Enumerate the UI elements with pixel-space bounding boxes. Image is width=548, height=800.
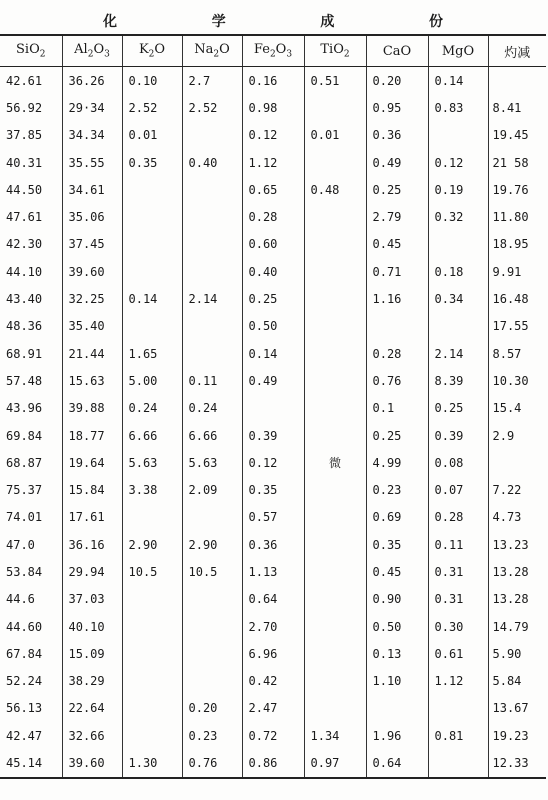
table-cell: 13.23 [492,537,529,552]
table-cell: 45.14 [0,749,62,777]
table-row [0,640,546,667]
column-header-text: CaO [382,43,412,59]
column-header-subscript: 2 [39,49,46,60]
table-cell: 44.6 [0,586,62,613]
table-cell [304,313,366,340]
table-cell: 56.13 [0,695,62,722]
column-header [488,35,546,67]
table-cell: 56.92 [0,94,62,121]
table-row [0,176,546,203]
table-cell [122,313,182,340]
table-cell: 0.31 [428,558,488,585]
table-cell [182,258,242,285]
table-cell [304,558,366,585]
table-cell: 32.66 [62,722,122,749]
table-cell: 2.90 [182,531,242,558]
table-cell: 0.61 [428,640,488,667]
table-cell [182,668,242,695]
table-cell: 2.79 [366,203,428,230]
table-cell: 5.90 [492,646,522,661]
column-header-text: MgO [441,43,475,59]
table-row [0,367,546,394]
column-header-text: 灼减 [504,45,531,61]
table-cell: 0.60 [242,231,304,258]
table-cell: 1.12 [428,668,488,695]
table-cell: 36.16 [62,531,122,558]
table-cell: 8.39 [428,367,488,394]
table-cell: 0.72 [242,722,304,749]
table-cell: 47.61 [0,203,62,230]
table-cell: 0.49 [242,367,304,394]
table-cell [182,203,242,230]
table-cell: 0.35 [122,149,182,176]
table-cell [182,231,242,258]
table-row [0,531,546,558]
column-header [122,35,182,67]
table-row [0,695,546,722]
table-cell: 0.25 [428,395,488,422]
table-cell [488,449,546,476]
table-cell: 0.12 [242,122,304,149]
column-header-subscript: 3 [104,49,110,60]
table-cell [428,749,488,777]
table-cell: 2.7 [182,67,242,95]
table-cell: 0.76 [182,749,242,777]
table-cell [304,340,366,367]
table-cell: 0.83 [428,94,488,121]
column-header-text: Al [74,42,88,58]
table-cell: 35.55 [62,149,122,176]
table-cell: 69.84 [0,422,62,449]
table-cell: 17.55 [492,319,529,334]
column-header [428,35,488,67]
table-cell: 0.86 [242,749,304,777]
column-header [242,35,304,67]
table-cell: 1.65 [122,340,182,367]
table-cell: 0.10 [122,67,182,95]
table-cell: 40.31 [0,149,62,176]
table-cell [304,149,366,176]
table-cell: 19.23 [492,728,529,743]
table-cell [182,122,242,149]
table-cell: 42.47 [0,722,62,749]
table-row [0,504,546,531]
table-cell: 2.47 [242,695,304,722]
table-cell: 74.01 [0,504,62,531]
table-cell: 微 [304,449,366,476]
table-cell: 0.23 [366,476,428,503]
column-header-text: TiO [320,42,344,58]
table-cell [428,122,488,149]
table-cell: 1.16 [366,285,428,312]
table-cell: 1.96 [366,722,428,749]
table-row [0,285,546,312]
table-cell [182,340,242,367]
table-cell [122,203,182,230]
table-cell: 0.11 [182,367,242,394]
table-cell: 52.24 [0,668,62,695]
table-cell: 0.18 [428,258,488,285]
table-cell: 0.50 [242,313,304,340]
table-cell: 0.23 [182,722,242,749]
table-cell: 1.30 [122,749,182,777]
table-cell: 35.40 [62,313,122,340]
table-row [0,313,546,340]
table-cell: 0.28 [428,504,488,531]
table-cell: 53.84 [0,558,62,585]
table-cell: 0.48 [304,176,366,203]
table-cell: 2.14 [428,340,488,367]
table-cell [304,586,366,613]
table-cell: 0.19 [428,176,488,203]
column-header-subscript: 2 [213,49,220,60]
table-cell [122,722,182,749]
table-cell: 0.13 [366,640,428,667]
table-cell: 0.12 [242,449,304,476]
table-cell: 9.91 [492,264,522,279]
table-cell [122,504,182,531]
table-cell [122,613,182,640]
table-cell: 7.22 [492,483,522,498]
table-cell: 0.25 [366,422,428,449]
column-header-subscript: 2 [148,49,155,60]
table-cell: 67.84 [0,640,62,667]
table-cell: 19.45 [492,128,529,143]
column-header-text: K [138,42,149,58]
table-cell: 34.61 [62,176,122,203]
table-cell [304,285,366,312]
table-cell: 0.20 [182,695,242,722]
table-cell: 17.61 [62,504,122,531]
table-cell: 8.57 [492,346,522,361]
table-cell: 0.36 [242,531,304,558]
table-cell: 2.52 [182,94,242,121]
table-row [0,422,546,449]
table-cell: 0.81 [428,722,488,749]
table-cell: 0.49 [366,149,428,176]
table-cell: 0.65 [242,176,304,203]
table-cell: 13.67 [492,701,529,716]
table-cell: 0.98 [242,94,304,121]
table-cell: 39.88 [62,395,122,422]
table-cell: 35.06 [62,203,122,230]
table-cell: 22.64 [62,695,122,722]
table-row [0,749,546,777]
table-cell: 29.94 [62,558,122,585]
table-cell [304,367,366,394]
table-cell: 2.90 [122,531,182,558]
table-row [0,668,546,695]
table-cell: 0.51 [304,67,366,95]
table-cell: 15.09 [62,640,122,667]
table-cell: 0.50 [366,613,428,640]
table-cell [366,695,428,722]
table-cell [304,231,366,258]
table-cell: 8.41 [492,100,522,115]
column-header-row [0,35,546,67]
table-cell: 36.26 [62,67,122,95]
table-cell [304,668,366,695]
table-cell: 2.52 [122,94,182,121]
table-cell: 75.37 [0,476,62,503]
table-cell [304,258,366,285]
column-header-text: O [219,42,230,58]
table-cell: 0.20 [366,67,428,95]
table-cell: 0.90 [366,586,428,613]
table-cell [304,640,366,667]
table-cell: 15.63 [62,367,122,394]
table-row [0,722,546,749]
table-cell: 0.07 [428,476,488,503]
table-cell: 0.25 [366,176,428,203]
table-cell: 13.28 [492,592,529,607]
table-cell [304,203,366,230]
column-header [0,35,62,67]
table-cell [122,695,182,722]
table-cell: 47.0 [0,531,62,558]
table-cell: 0.1 [366,395,428,422]
table-cell: 13.28 [492,564,529,579]
column-header-subscript: 3 [286,49,293,60]
table-title-cell [0,8,546,35]
table-cell: 10.5 [122,558,182,585]
table-cell: 2.70 [242,613,304,640]
table-cell: 4.99 [366,449,428,476]
table-row [0,395,546,422]
table-cell: 0.24 [182,395,242,422]
table-cell: 32.25 [62,285,122,312]
table-row [0,94,546,121]
table-cell: 37.03 [62,586,122,613]
table-cell: 0.14 [242,340,304,367]
table-title-row [0,8,546,35]
column-header [62,35,122,67]
table-cell [428,313,488,340]
table-cell [304,94,366,121]
table-cell [428,695,488,722]
table-cell: 0.42 [242,668,304,695]
table-cell: 29·34 [62,94,122,121]
table-cell [182,504,242,531]
table-row [0,586,546,613]
table-cell: 18.77 [62,422,122,449]
table-cell: 43.40 [0,285,62,312]
table-cell: 38.29 [62,668,122,695]
table-cell: 0.34 [428,285,488,312]
table-row [0,340,546,367]
table-cell [122,176,182,203]
table-cell: 0.12 [428,149,488,176]
table-cell: 0.30 [428,613,488,640]
table-cell [122,231,182,258]
column-header [182,35,242,67]
chemical-composition-table [0,8,546,779]
table-cell: 11.80 [492,210,529,225]
table-cell: 1.34 [304,722,366,749]
table-cell: 0.39 [242,422,304,449]
table-title: 化 学 成 份 [103,14,444,30]
table-cell: 21 58 [492,155,529,170]
table-row [0,558,546,585]
table-cell [182,613,242,640]
table-cell [304,395,366,422]
table-cell: 0.16 [242,67,304,95]
table-cell [304,476,366,503]
table-row [0,67,546,95]
table-row [0,203,546,230]
table-row [0,231,546,258]
table-cell: 6.66 [182,422,242,449]
table-row [0,149,546,176]
table-cell: 16.48 [492,292,529,307]
table-cell: 21.44 [62,340,122,367]
table-cell: 2.09 [182,476,242,503]
table-cell: 2.14 [182,285,242,312]
table-cell: 0.32 [428,203,488,230]
table-cell: 1.12 [242,149,304,176]
table-cell: 0.95 [366,94,428,121]
table-cell: 19.64 [62,449,122,476]
column-header-text: Na [194,42,214,58]
table-cell: 68.87 [0,449,62,476]
table-cell: 0.11 [428,531,488,558]
column-header-subscript: 2 [87,49,94,60]
table-cell [366,313,428,340]
table-row [0,613,546,640]
table-cell: 4.73 [492,510,522,525]
table-cell: 0.57 [242,504,304,531]
column-header-text: O [154,42,166,58]
column-header-subscript: 2 [343,49,350,60]
table-cell [182,313,242,340]
table-cell: 0.31 [428,586,488,613]
column-header-subscript: 2 [269,49,276,60]
table-cell: 1.10 [366,668,428,695]
table-cell: 10.30 [492,373,529,388]
table-cell: 37.85 [0,122,62,149]
column-header-text: O [275,42,287,58]
table-cell [122,668,182,695]
table-cell: 43.96 [0,395,62,422]
table-cell: 48.36 [0,313,62,340]
column-header-text: Fe [253,42,270,58]
table-cell: 42.61 [0,67,62,95]
table-cell: 0.01 [122,122,182,149]
table-row [0,449,546,476]
table-cell: 19.76 [492,182,529,197]
table-cell: 68.91 [0,340,62,367]
column-header-text: SiO [16,42,40,58]
table-cell: 0.64 [242,586,304,613]
table-row [0,258,546,285]
table-cell: 44.50 [0,176,62,203]
table-cell: 0.24 [122,395,182,422]
table-cell: 18.95 [492,237,529,252]
table-cell: 0.35 [366,531,428,558]
table-cell: 6.96 [242,640,304,667]
table-cell [182,586,242,613]
table-cell [122,258,182,285]
table-cell: 37.45 [62,231,122,258]
table-cell: 44.60 [0,613,62,640]
table-cell: 0.28 [366,340,428,367]
table-cell: 0.97 [304,749,366,777]
table-cell [304,613,366,640]
table-cell [122,640,182,667]
table-cell: 0.45 [366,558,428,585]
table-cell: 0.76 [366,367,428,394]
table-cell: 15.4 [492,401,522,416]
table-cell: 0.14 [428,67,488,95]
table-cell: 39.60 [62,749,122,777]
table-cell [428,231,488,258]
column-header-text: O [93,42,105,58]
table-cell: 0.64 [366,749,428,777]
table-cell: 5.63 [122,449,182,476]
table-cell: 5.00 [122,367,182,394]
table-cell [182,640,242,667]
table-cell: 34.34 [62,122,122,149]
table-cell: 0.28 [242,203,304,230]
table-cell: 40.10 [62,613,122,640]
table-cell: 1.13 [242,558,304,585]
table-cell: 57.48 [0,367,62,394]
table-cell: 0.69 [366,504,428,531]
table-cell: 0.39 [428,422,488,449]
table-cell: 15.84 [62,476,122,503]
table-cell: 12.33 [488,749,546,777]
table-cell: 0.40 [242,258,304,285]
table-cell: 10.5 [182,558,242,585]
table-cell: 39.60 [62,258,122,285]
table-cell: 0.14 [122,285,182,312]
column-header [304,35,366,67]
table-row [0,122,546,149]
column-header [366,35,428,67]
table-cell: 0.35 [242,476,304,503]
table-cell: 0.40 [182,149,242,176]
table-cell: 0.25 [242,285,304,312]
table-cell [304,422,366,449]
table-cell: 5.63 [182,449,242,476]
table-cell: 2.9 [492,428,515,443]
table-cell: 0.01 [304,122,366,149]
table-cell: 0.45 [366,231,428,258]
table-cell [242,395,304,422]
table-cell [488,67,546,95]
table-cell [122,586,182,613]
table-cell: 5.84 [492,674,522,689]
table-cell: 3.38 [122,476,182,503]
table-cell [304,695,366,722]
table-cell: 6.66 [122,422,182,449]
table-cell: 42.30 [0,231,62,258]
table-cell: 0.36 [366,122,428,149]
table-cell: 44.10 [0,258,62,285]
table-cell [304,504,366,531]
table-row [0,476,546,503]
table-cell: 14.79 [492,619,529,634]
table-cell: 0.08 [428,449,488,476]
table-cell [304,531,366,558]
table-cell [182,176,242,203]
table-cell: 0.71 [366,258,428,285]
